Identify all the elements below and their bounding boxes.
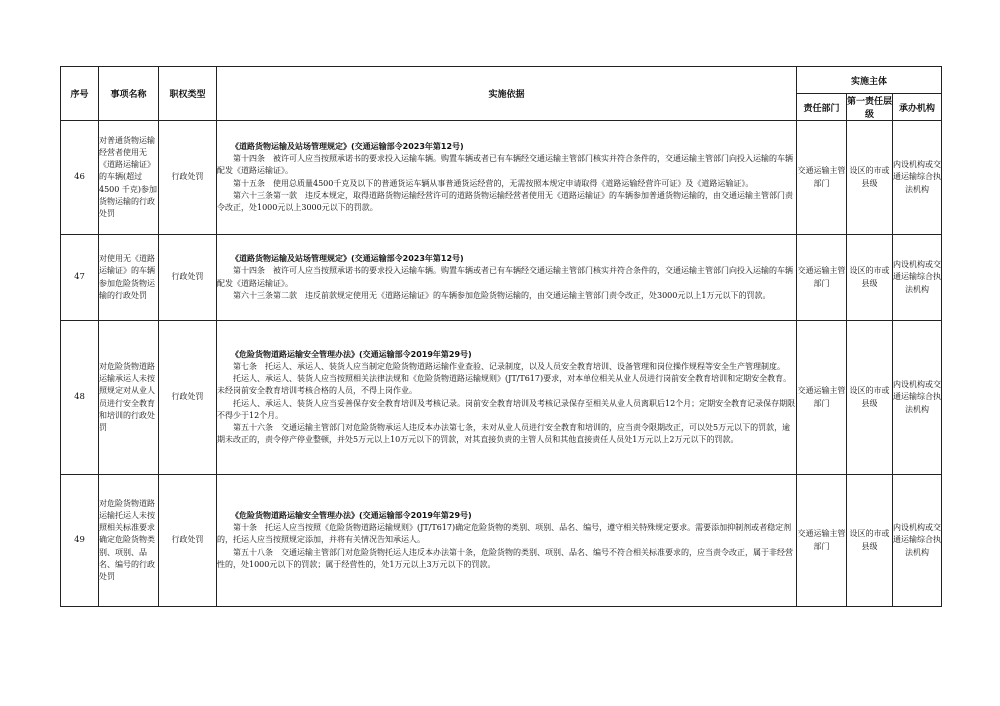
row-level: 设区的市或县级 [847,321,893,475]
law-paragraph: 第五十八条 交通运输主管部门对危险货物托运人违反本办法第十条，危险货物的类别、项别、品名、编号不符合相关标准要求的，应当责令改正，属于非经营性的，处1000元以下的罚款；属于经营性的，处1万元以上3万元以下的罚款。 [217,547,793,569]
header-subject: 实施主体 [797,67,942,94]
table-row [61,321,942,475]
enforcement-table [60,66,942,607]
row-seq: 46 [61,121,99,235]
row-org: 内设机构或交通运输综合执法机构 [893,121,942,235]
row-category: 行政处罚 [159,235,217,321]
row-seq: 48 [61,321,99,475]
row-seq: 49 [61,475,99,607]
row-category: 行政处罚 [159,475,217,607]
row-category: 行政处罚 [159,121,217,235]
row-level: 设区的市或县级 [847,475,893,607]
table-row [61,121,942,235]
law-paragraph: 第十五条 使用总质量4500千克及以下的普通货运车辆从事普通货运经营的，无需按照本规定申请取得《道路运输经营许可证》及《道路运输证》。 [233,178,754,188]
row-item-name: 对危险货物道路运输承运人未按照规定对从业人员进行安全教育和培训的行政处罚 [99,321,159,475]
row-basis [217,321,797,475]
header-category: 职权类型 [159,67,217,121]
header-seq: 序号 [61,67,99,121]
law-paragraph: 第十四条 被许可人应当按照承诺书的要求投入运输车辆。购置车辆或者已有车辆经交通运输主管部门核实并符合条件的，交通运输主管部门向投入运输的车辆配发《道路运输证》。 [217,266,793,288]
row-org: 内设机构或交通运输综合执法机构 [893,321,942,475]
row-org: 内设机构或交通运输综合执法机构 [893,235,942,321]
row-dept: 交通运输主管部门 [797,321,847,475]
row-seq: 47 [61,235,99,321]
law-paragraph: 第七条 托运人、承运人、装货人应当制定危险货物道路运输作业查验、记录制度，以及人员安全教育培训、设备管理和岗位操作规程等安全生产管理制度。 [233,361,785,371]
law-title: 《危险货物道路运输安全管理办法》(交通运输部令2019年第29号) [231,349,472,359]
row-item-name: 对危险货物道路运输托运人未按照相关标准要求确定危险货物类别、项别、品名、编号的行政处罚 [99,475,159,607]
law-title: 《道路货物运输及站场管理规定》(交通运输部令2023年第12号) [231,254,464,264]
law-paragraph: 第十四条 被许可人应当按照承诺书的要求投入运输车辆。购置车辆或者已有车辆经交通运输主管部门核实并符合条件的，交通运输主管部门向投入运输的车辆配发《道路运输证》。 [217,154,793,176]
row-dept: 交通运输主管部门 [797,475,847,607]
row-dept: 交通运输主管部门 [797,121,847,235]
law-paragraph: 第六十三条第二款 违反前款规定使用无《道路运输证》的车辆参加危险货物运输的，由交通运输主管部门责令改正，处3000元以上1万元以下的罚款。 [233,290,771,300]
header-org: 承办机构 [893,94,942,121]
table-row [61,235,942,321]
header-basis: 实施依据 [217,67,797,121]
law-paragraph: 第十条 托运人应当按照《危险货物道路运输规则》(JT/T617)确定危险货物的类别、项别、品名、编号，遵守相关特殊规定要求。需要添加抑制剂或者稳定剂的，托运人应当按照规定添加，并将有关情况告知承运人。 [217,523,792,545]
header-level: 第一责任层级 [847,94,893,121]
header-item-name: 事项名称 [99,67,159,121]
law-paragraph: 托运人、承运人、装货人应当妥善保存安全教育培训及考核记录。岗前安全教育培训及考核记录保存至相关从业人员离职后12个月；定期安全教育记录保存期限不得少于12个月。 [217,398,796,420]
law-title: 《危险货物道路运输安全管理办法》(交通运输部令2019年第29号) [231,510,472,520]
header-dept: 责任部门 [797,94,847,121]
row-org: 内设机构或交通运输综合执法机构 [893,475,942,607]
row-level: 设区的市或县级 [847,121,893,235]
row-item-name: 对使用无《道路运输证》的车辆参加危险货物运输的行政处罚 [99,235,159,321]
law-title: 《道路货物运输及站场管理规定》(交通运输部令2023年第12号) [231,141,464,151]
row-basis [217,121,797,235]
row-level: 设区的市或县级 [847,235,893,321]
row-basis [217,475,797,607]
law-paragraph: 第五十六条 交通运输主管部门对危险货物承运人违反本办法第七条，未对从业人员进行安全教育和培训的，应当责令限期改正，可以处5万元以下的罚款，逾期未改正的，责令停产停业整顿，并处5万元以上10万元以下的罚款，对其直接负责的主管人员和其他直接责任人员处1万元以上2万元以下的罚款。 [217,422,791,445]
law-paragraph: 托运人、承运人、装货人应当按照相关法律法规和《危险货物道路运输规则》(JT/T617)要求，对本单位相关从业人员进行岗前安全教育培训和定期安全教育。未经岗前安全教育培训考核合格的人员，不得上岗作业。 [217,374,792,396]
row-category: 行政处罚 [159,321,217,475]
row-item-name: 对普通货物运输经营者使用无《道路运输证》的车辆(超过 4500 千克)参加货物运输的行政处罚 [99,121,159,235]
row-dept: 交通运输主管部门 [797,235,847,321]
row-basis [217,235,797,321]
law-paragraph: 第六十三条第一款 违反本规定，取得道路货物运输经营许可的道路货物运输经营者使用无《道路运输证》的车辆参加普通货物运输的，由交通运输主管部门责令改正，处1000元以上3000元以下的罚款。 [217,190,793,212]
table-row [61,475,942,607]
